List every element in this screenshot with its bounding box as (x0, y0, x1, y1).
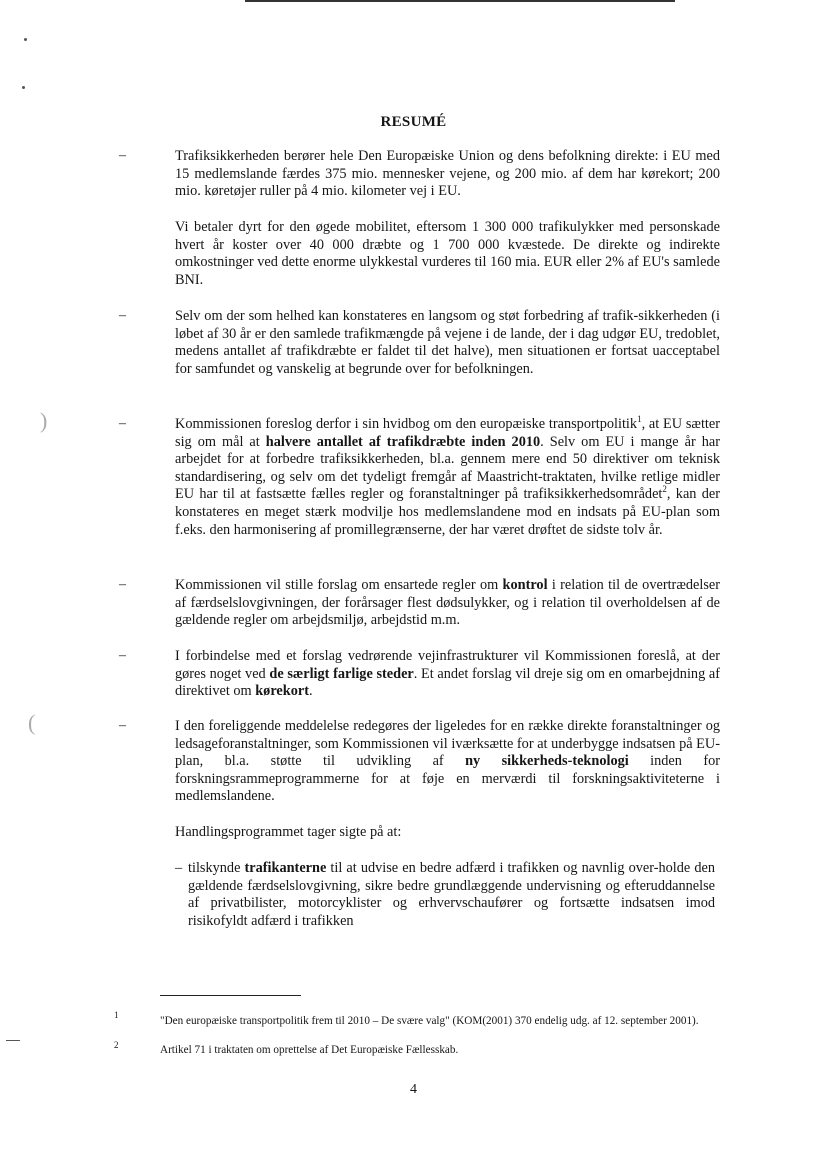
footnote-number: 1 (114, 1010, 119, 1020)
text-run: , kan der konstateres en meget stærk modvilje hos medlemslandene mod en indsats på EU-plan som f.eks. den harmonisering af promillegrænserne, der har været drøftet de sidste tolv år. (175, 486, 720, 538)
page-title: RESUMÉ (380, 114, 447, 130)
bold-text: kontrol (502, 577, 548, 593)
text-run: . Et andet forslag vil dreje sig om en omarbejdning af direktivet om (175, 665, 720, 700)
sub-item-1 (188, 860, 715, 930)
text-run: Kommissionen foreslog derfor i sin hvidbog om den europæiske transportpolitik (175, 416, 638, 432)
sub-bullet-dash: – (175, 860, 183, 876)
paragraph-4 (175, 416, 720, 539)
punch-hole-mark: ) (40, 408, 48, 433)
text-run: Kommissionen vil stille forslag om ensartede regler om (175, 577, 503, 593)
bold-text: trafikanterne (244, 860, 327, 876)
scan-top-edge (245, 0, 675, 2)
text-run: inden for forskningsrammeprogrammerne for at føje en merværdi til forskningsaktiviteterne i medlemslandene. (175, 753, 720, 805)
paragraph-1: Trafiksikkerheden berører hele Den Europæiske Union og dens befolkning direkte: i EU med 15 medlemslande færdes 375 mio. mennesker vejene, og 200 mio. af dem har kørekort; 200 mio. køretøjer ruller på 4 mio. kilometer vej i EU. (175, 148, 720, 200)
text-run: til at udvise en bedre adfærd i trafikken og navnlig over-holde den gældende færdselslovgivning, sikre bedre grundlæggende undervisning og efteruddannelse af privatbilister, motorcyklister og erhvervschaufører og fortsætte indsatsen imod risikofyldt adfærd i trafikken (188, 860, 715, 929)
paragraph-7 (175, 718, 720, 806)
punch-hole-mark: ( (28, 710, 36, 735)
footnote-separator (160, 995, 301, 996)
paragraph-2: Vi betaler dyrt for den øgede mobilitet, eftersom 1 300 000 trafikulykker med personskade hvert år koster over 40 000 dræbte og 1 700 000 kvæstede. De direkte og indirekte omkostninger ved dette enorme ulykkestal vurderes til 160 mia. EUR eller 2% af EU's samlede BNI. (175, 219, 720, 288)
text-run: , at EU sætter sig om mål at (175, 416, 720, 450)
paragraph-6 (175, 648, 720, 701)
text-run: I den foreliggende meddelelse redegøres der ligeledes for en række direkte foranstaltninger og ledsageforanstaltninger, som Kommissionen vil iværksætte for at underbygge indsatsen på EU-plan, bl.a. støtte til udvikling af (175, 718, 720, 770)
bullet-dash: – (119, 416, 126, 431)
paragraph-5 (175, 577, 720, 630)
footnote-1: "Den europæiske transportpolitik frem til 2010 – De svære valg" (KOM(2001) 370 endelig udg. af 12. september 2001). (160, 1015, 699, 1027)
bullet-dash: – (119, 148, 126, 163)
bullet-dash: – (119, 308, 126, 323)
scan-speck (6, 1040, 20, 1041)
text-run: i relation til de overtrædelser af færdselslovgivningen, der forårsager flest dødsulykker, og i relation til overholdelsen af de gældende regler om arbejdsmiljø, arbejdstid m.m. (175, 577, 720, 629)
footnote-number: 2 (114, 1040, 119, 1050)
text-run: I forbindelse med et forslag vedrørende vejinfrastrukturer vil Kommissionen foreslå, at der gøres noget ved (175, 648, 720, 682)
bold-text: de særligt farlige steder (269, 665, 414, 682)
footnote-ref-2[interactable]: 2 (662, 484, 667, 495)
text-run: . (308, 683, 313, 700)
paragraph-3: Selv om der som helhed kan konstateres en langsom og støt forbedring af trafik-sikkerheden (i løbet af 30 år er den samlede trafikmængde på vejene i de lande, der i dag udgør EU, tredoblet, medens antallet af trafikdræbte er faldet til det halve), men situationen er fortsat uacceptabel for samfundet og vanskelig at begrunde over for befolkningen. (175, 308, 720, 377)
paragraph-8: Handlingsprogrammet tager sigte på at: (175, 824, 402, 840)
scan-speck (22, 86, 25, 89)
scan-speck (24, 38, 27, 41)
bullet-dash: – (119, 718, 126, 733)
footnote-2: Artikel 71 i traktaten om oprettelse af Det Europæiske Fællesskab. (160, 1044, 459, 1056)
bold-text: kørekort (255, 683, 309, 700)
footnote-ref-1[interactable]: 1 (637, 414, 642, 425)
bullet-dash: – (119, 648, 126, 663)
bold-text: halvere antallet af trafikdræbte inden 2010 (265, 433, 541, 450)
bold-text: ny sikkerheds-teknologi (465, 753, 629, 770)
text-run: . Selv om EU i mange år har arbejdet for at forbedre trafiksikkerheden, bl.a. gennem mere end 50 direktiver om teknisk standardisering, og selv om det tydeligt fremgår af Maastricht-traktaten, hvilke retlige midler EU har til at fastsætte fælles regler og foranstaltninger på trafiksikkerhedsområdet (175, 433, 720, 503)
page-number: 4 (410, 1082, 417, 1097)
text-run: tilskynde (188, 860, 245, 876)
bullet-dash: – (119, 577, 126, 592)
